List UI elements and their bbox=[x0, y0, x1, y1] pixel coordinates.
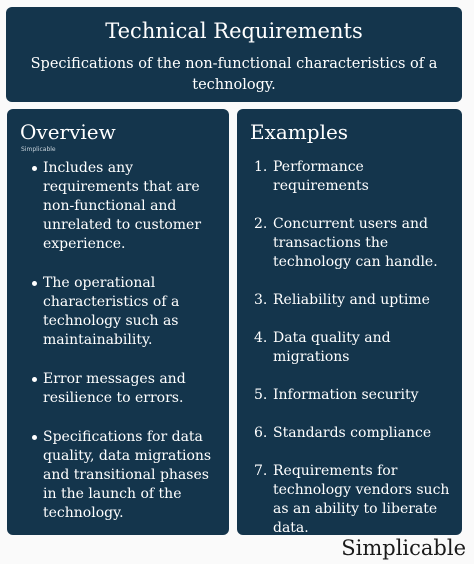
bullet-icon bbox=[32, 166, 37, 171]
overview-item: Includes any requirements that are non-functional and unrelated to customer experience. bbox=[43, 159, 219, 254]
brand-logo: Simplicable bbox=[341, 536, 466, 560]
example-item: 6. Standards compliance bbox=[254, 425, 432, 441]
overview-panel bbox=[7, 109, 229, 535]
bullet-icon bbox=[32, 377, 37, 382]
example-item: 4. Data quality and migrations bbox=[254, 330, 391, 365]
overview-item: The operational characteristics of a technology such as maintainability. bbox=[43, 274, 219, 350]
examples-list bbox=[237, 158, 462, 538]
page-subtitle: Specifications of the non-functional characteristics of a technology. bbox=[30, 56, 438, 93]
overview-list bbox=[7, 159, 229, 523]
overview-title: Overview bbox=[20, 120, 116, 144]
page-title: Technical Requirements bbox=[105, 19, 363, 43]
examples-panel bbox=[237, 109, 462, 535]
bullet-icon bbox=[32, 435, 37, 440]
example-item: 3. Reliability and uptime bbox=[254, 292, 430, 308]
example-item: 7. Requirements for technology vendors such as an ability to liberate data. bbox=[254, 463, 450, 536]
example-item: 5. Information security bbox=[254, 387, 419, 403]
examples-title: Examples bbox=[250, 120, 349, 144]
header-card bbox=[6, 7, 462, 102]
overview-watermark: Simplicable bbox=[21, 146, 56, 153]
bullet-icon bbox=[32, 281, 37, 286]
overview-item: Specifications for data quality, data migrations and transitional phases in the launch of the technology. bbox=[43, 428, 219, 523]
overview-item: Error messages and resilience to errors. bbox=[43, 370, 219, 408]
example-item: 1. Performance requirements bbox=[254, 159, 369, 194]
example-item: 2. Concurrent users and transactions the technology can handle. bbox=[254, 216, 438, 270]
